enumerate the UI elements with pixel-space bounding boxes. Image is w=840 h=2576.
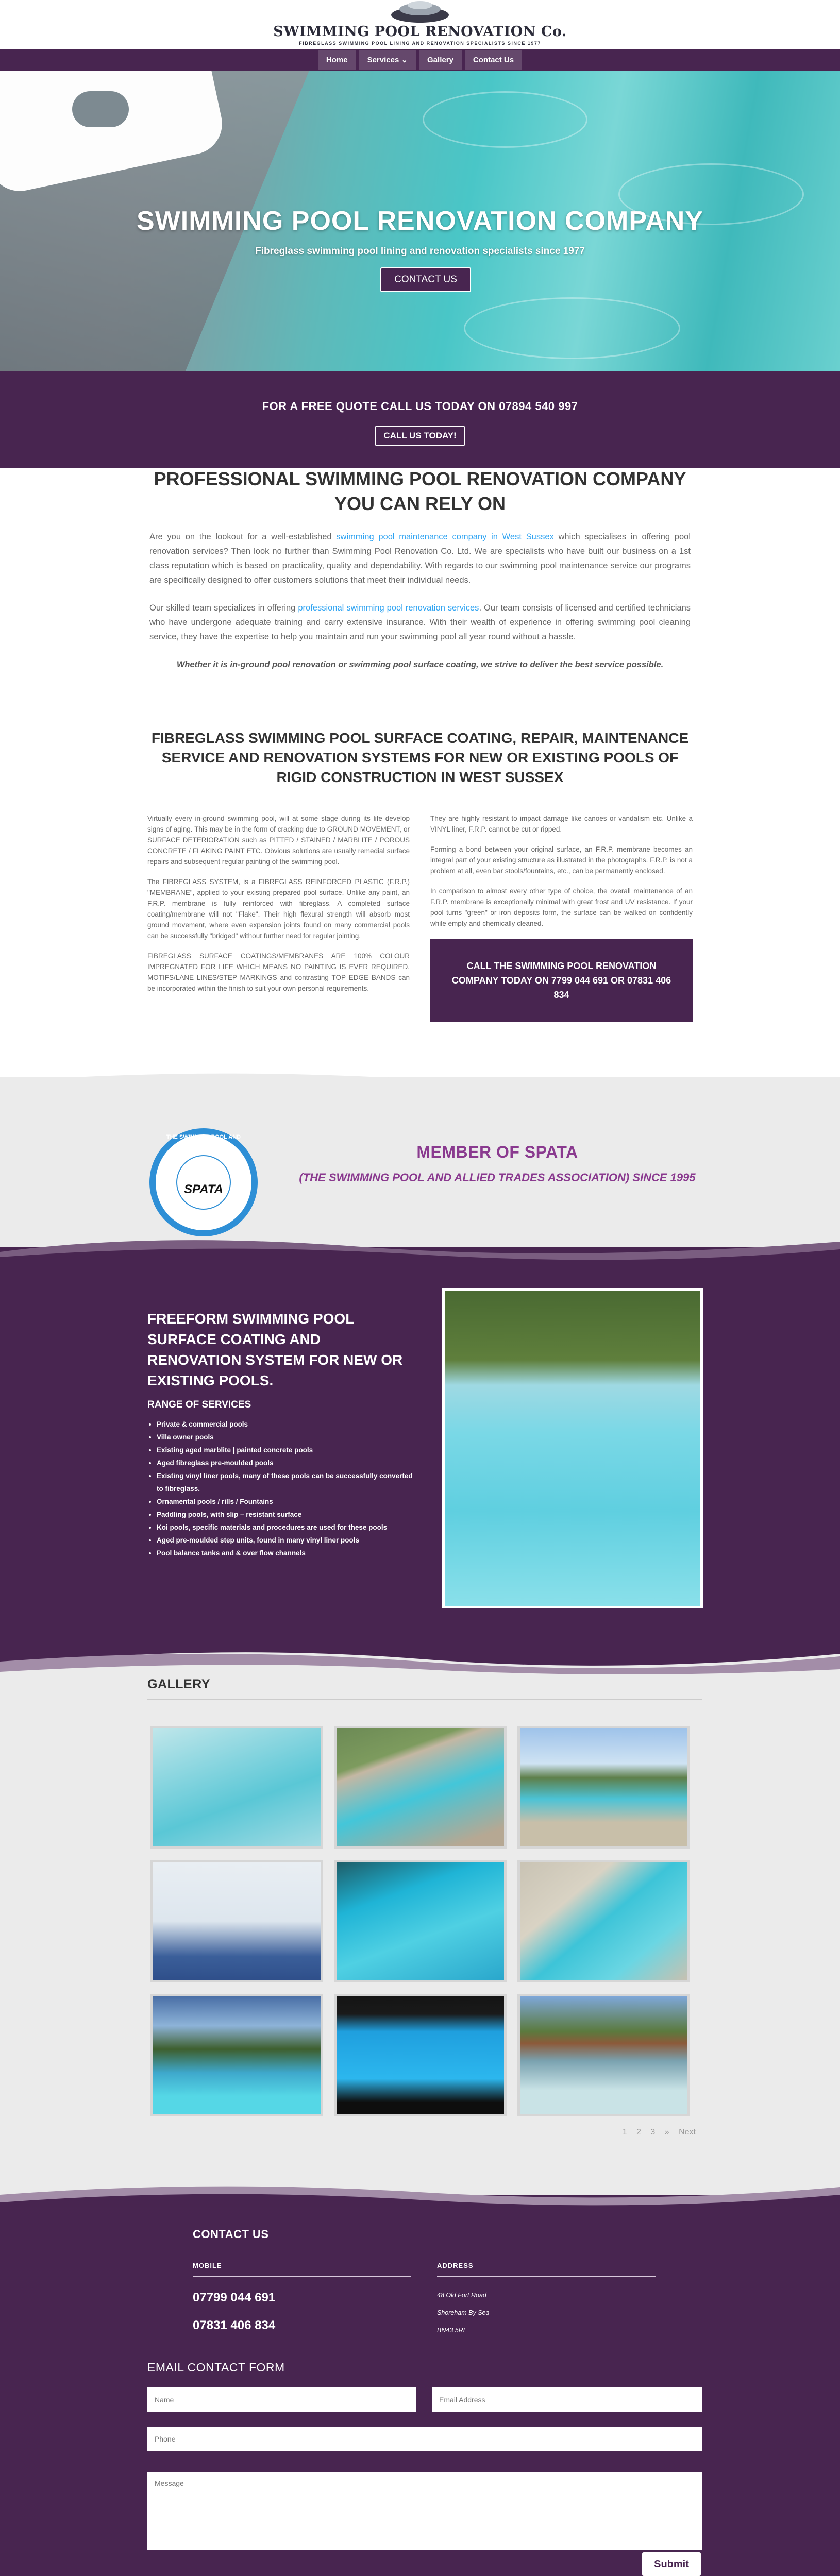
message-field[interactable] — [147, 2472, 702, 2550]
site-logo[interactable] — [0, 0, 840, 46]
section-wave — [0, 1226, 840, 1267]
services-list — [147, 1418, 415, 1560]
page-link-1[interactable]: 1 — [622, 2128, 627, 2137]
pool-renovation-link[interactable]: professional swimming pool renovation services — [298, 603, 479, 613]
main-nav — [0, 49, 840, 71]
quote-banner — [0, 371, 840, 468]
intro-text: . Our team consists of licensed and certified technicians who have undergone adequate training and carry extensive insurance. With their wealth of experience in offering swimming pool cleaning service, they have the expertise to help you maintain and run your swimming pool all year round without a hassle. — [149, 603, 691, 641]
address-line: Shoreham By Sea — [437, 2309, 490, 2316]
service-item: • Koi pools, specific materials and procedures are used for these pools — [157, 1521, 415, 1534]
nav-gallery[interactable]: Gallery — [419, 50, 462, 70]
mobile-divider — [193, 2276, 411, 2277]
address-line: 48 Old Fort Road — [437, 2292, 486, 2299]
hero-water-ripple — [464, 297, 680, 359]
page-link-2[interactable]: 2 — [636, 2128, 641, 2137]
nav-services[interactable]: Services ⌄ — [359, 50, 416, 70]
intro-text: which specialises in offering pool renovation services? Then look no further than Swimming Pool Renovation Co. Ltd. We are specialists who have built our business on a 1st class reputation which is based on practicality, quality and dependability. With regards to our swimming pool maintenance service our programs are specifically designed to offer customers solutions that meet their individual needs. — [149, 532, 691, 585]
spata-subtitle: (THE SWIMMING POOL AND ALLIED TRADES ASSOCIATION) SINCE 1995 — [299, 1171, 696, 1184]
gallery-pagination — [615, 2128, 696, 2137]
section-wave — [0, 2174, 840, 2215]
gallery-image[interactable] — [150, 1860, 323, 1982]
brand-tagline: FIBREGLASS SWIMMING POOL LINING AND RENOVATION SPECIALISTS SINCE 1977 — [299, 41, 541, 46]
brand-name: SWIMMING POOL RENOVATION Co. — [273, 24, 567, 40]
pool-maintenance-link[interactable]: swimming pool maintenance company in West Sussex — [336, 532, 554, 541]
page-next-arrow[interactable]: » — [664, 2128, 669, 2137]
fibreglass-section — [0, 728, 840, 1022]
address-divider — [437, 2276, 656, 2277]
gallery-image[interactable] — [334, 1726, 507, 1849]
intro-paragraph — [149, 530, 691, 587]
service-item: • Ornamental pools / rills / Fountains — [157, 1495, 415, 1508]
fibreglass-paragraph: FIBREGLASS SURFACE COATINGS/MEMBRANES ARE 100% COLOUR IMPREGNATED FOR LIFE WHICH MEANS NO PAINTING IS EVER REQUIRED. MOTIFS/LANE LINES/STEP MARKINGS and contrasting TOP EDGE BANDS can be incorporated within the finish to suit your own personal requirements. — [147, 952, 410, 992]
email-form-heading: EMAIL CONTACT FORM — [147, 2361, 285, 2374]
gallery-heading: GALLERY — [147, 1677, 211, 1691]
freeform-content — [147, 1309, 415, 1560]
fibreglass-paragraph: Virtually every in-ground swimming pool, will at some stage during its life develop signs of aging. This may be in the form of cracking due to GROUND MOVEMENT, or SURFACE DETERIORATION such as PITTED / STAINED / MARBLITE / POROUS CONCRETE / FLAKING PAINT ETC. Obvious solutions are usually remedial surface repairs and subsequent regular painting of the swimming pool. — [147, 815, 410, 866]
fibreglass-left-column — [147, 813, 410, 1022]
service-item: • Paddling pools, with slip – resistant surface — [157, 1508, 415, 1521]
gallery-image[interactable] — [334, 1994, 507, 2116]
section-wave — [0, 1633, 840, 1680]
fibreglass-paragraph: In comparison to almost every other type of choice, the overall maintenance of an F.R.P. membrane is exceptionally minimal with great frost and UV resistance. If your pool turns "green" or iron deposits form, the surface can be walked on confidently while empty and chemically cleaned. — [430, 887, 693, 927]
logo-pool-icon — [379, 0, 461, 23]
phone-field[interactable] — [147, 2427, 702, 2451]
hero-water-ripple — [423, 91, 587, 148]
hero-subtitle: Fibreglass swimming pool lining and renovation specialists since 1977 — [255, 246, 585, 257]
call-us-button[interactable]: CALL US TODAY! — [375, 426, 464, 446]
submit-button[interactable]: Submit — [642, 2552, 701, 2576]
service-item: • Existing vinyl liner pools, many of these pools can be successfully converted to fibreglass. — [157, 1469, 415, 1495]
gallery-image[interactable] — [517, 1860, 690, 1982]
contact-heading: CONTACT US — [193, 2228, 269, 2241]
nav-home[interactable]: Home — [318, 50, 356, 70]
spata-text — [289, 1143, 706, 1187]
gallery-image[interactable] — [517, 1726, 690, 1849]
service-item: • Aged pre-moulded step units, found in many vinyl liner pools — [157, 1534, 415, 1547]
section-wave — [0, 1066, 840, 1097]
site-header — [0, 0, 840, 49]
intro-heading: PROFESSIONAL SWIMMING POOL RENOVATION COMPANY YOU CAN RELY ON — [154, 468, 686, 514]
name-field[interactable] — [147, 2387, 416, 2412]
address-label: ADDRESS — [437, 2262, 474, 2269]
gallery-image[interactable] — [150, 1726, 323, 1849]
spata-badge-center: SPATA — [176, 1155, 231, 1210]
page-next-link[interactable]: Next — [679, 2128, 696, 2137]
intro-emphasis: Whether it is in-ground pool renovation or swimming pool surface coating, we strive to deliver the best service possible. — [176, 660, 664, 669]
gallery-image[interactable] — [334, 1860, 507, 1982]
intro-section — [0, 467, 840, 672]
intro-paragraph — [149, 601, 691, 644]
fibreglass-columns — [147, 813, 693, 1022]
service-item: • Private & commercial pools — [157, 1418, 415, 1431]
hero-contact-button[interactable]: CONTACT US — [380, 267, 471, 292]
fibreglass-right-column — [430, 813, 693, 1022]
hero-title: SWIMMING POOL RENOVATION COMPANY — [137, 206, 703, 236]
spata-heading: MEMBER OF SPATA — [416, 1143, 578, 1161]
fibreglass-paragraph: The FIBREGLASS SYSTEM, is a FIBREGLASS REINFORCED PLASTIC (F.R.P.) "MEMBRANE", applied to your existing prepared pool surface. Unlike any paint, an F.R.P. membrane is fully reinforced with fibreglass. A completed surface coating/membrane will not "Flake". Their high flexural strength will absorb most ground movement, where even expansion joints found on many commercial pools can be successfully "bridged" without further need for regular jointing. — [147, 878, 410, 940]
quote-text: FOR A FREE QUOTE CALL US TODAY ON 07894 540 997 — [262, 400, 578, 413]
freeform-heading: FREEFORM SWIMMING POOL SURFACE COATING AND RENOVATION SYSTEM FOR NEW OR EXISTING POOLS. — [147, 1311, 403, 1388]
phone-number-1[interactable]: 07799 044 691 — [193, 2291, 276, 2304]
page-link-3[interactable]: 3 — [650, 2128, 656, 2137]
gallery-section — [0, 1638, 840, 2195]
gallery-divider — [147, 1699, 702, 1700]
service-item: • Existing aged marblite | painted concrete pools — [157, 1444, 415, 1456]
intro-text: Are you on the lookout for a well-established — [149, 532, 337, 541]
fibreglass-paragraph: They are highly resistant to impact damage like canoes or vandalism etc. Unlike a VINYL liner, F.R.P. cannot be cut or ripped. — [430, 815, 693, 833]
spata-badge-ring-text: THE SWIMMING POOL AND ALLIED TRADES ASSOCIATION — [166, 1134, 241, 1155]
gallery-image[interactable] — [517, 1994, 690, 2116]
mobile-label: MOBILE — [193, 2262, 222, 2269]
email-field[interactable] — [432, 2387, 702, 2412]
nav-contact-us[interactable]: Contact Us — [465, 50, 522, 70]
services-heading: RANGE OF SERVICES — [147, 1399, 251, 1410]
service-item: • Pool balance tanks and & over flow channels — [157, 1547, 415, 1560]
spata-badge-logo — [149, 1128, 258, 1236]
fibreglass-heading: FIBREGLASS SWIMMING POOL SURFACE COATING, REPAIR, MAINTENANCE SERVICE AND RENOVATION SYSTEMS FOR NEW OR EXISTING POOLS OF RIGID CONSTRUCTION IN WEST SUSSEX — [151, 730, 689, 785]
address-line: BN43 5RL — [437, 2327, 467, 2334]
contact-section — [0, 2195, 840, 2576]
freeform-pool-image — [442, 1288, 703, 1608]
service-item: • Villa owner pools — [157, 1431, 415, 1444]
hero-lounger-hole — [72, 91, 129, 127]
fibreglass-paragraph: Forming a bond between your original surface, an F.R.P. membrane becomes an integral part of your existing structure as illustrated in the photographs. F.R.P. is not a problem at all, even bar stools/fountains, etc., can be permanently enclosed. — [430, 845, 693, 875]
service-item: • Aged fibreglass pre-moulded pools — [157, 1456, 415, 1469]
gallery-image[interactable] — [150, 1994, 323, 2116]
freeform-section — [0, 1247, 840, 1638]
phone-number-2[interactable]: 07831 406 834 — [193, 2318, 276, 2332]
hero-banner — [0, 71, 840, 371]
call-box[interactable]: CALL THE SWIMMING POOL RENOVATION COMPANY TODAY ON 7799 044 691 OR 07831 406 834 — [430, 939, 693, 1022]
intro-text: Our skilled team specializes in offering — [149, 603, 298, 613]
